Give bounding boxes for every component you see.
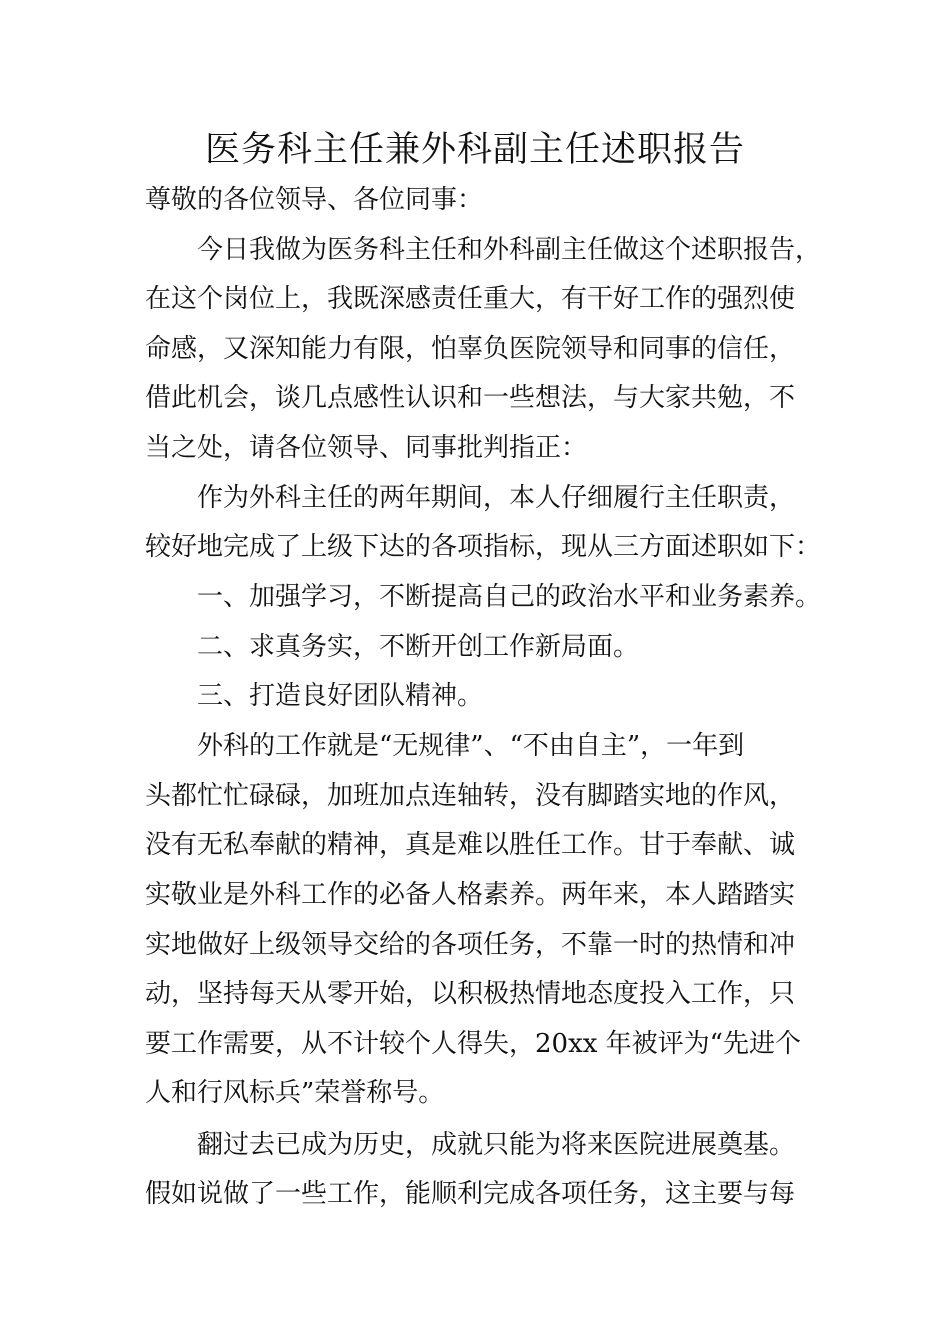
paragraph-4-line-2: 假如说做了一些工作，能顺利完成各项任务，这主要与每 [145, 1179, 796, 1209]
list-item-3: 三、打造良好团队精神。 [197, 681, 484, 711]
paragraph-1-line-3: 命感，又深知能力有限，怕辜负医院领导和同事的信任， [145, 334, 796, 364]
paragraph-3-line-7: 要工作需要，从不计较个人得失，20xx 年被评为“先进个 [145, 1029, 801, 1059]
paragraph-1-line-2: 在这个岗位上，我既深感责任重大，有干好工作的强烈使 [145, 284, 796, 314]
list-item-2: 二、求真务实，不断开创工作新局面。 [197, 632, 640, 662]
paragraph-3-line-3: 没有无私奉献的精神，真是难以胜任工作。甘于奉献、诚 [145, 830, 796, 860]
paragraph-1-line-5: 当之处，请各位领导、同事批判指正： [145, 433, 588, 463]
paragraph-4-line-1: 翻过去已成为历史，成就只能为将来医院进展奠基。 [197, 1130, 796, 1160]
paragraph-3-line-8: 人和行风标兵”荣誉称号。 [145, 1078, 445, 1108]
paragraph-3-line-4: 实敬业是外科工作的必备人格素养。两年来，本人踏踏实 [145, 880, 796, 910]
paragraph-3-line-2: 头都忙忙碌碌，加班加点连轴转，没有脚踏实地的作风， [145, 781, 796, 811]
paragraph-1-line-4: 借此机会，谈几点感性认识和一些想法，与大家共勉，不 [145, 383, 796, 413]
document-title: 医务科主任兼外科副主任述职报告 [204, 130, 745, 170]
paragraph-3-line-6: 动，坚持每天从零开始，以积极热情地态度投入工作，只 [145, 979, 796, 1009]
salutation: 尊敬的各位领导、各位同事： [145, 185, 484, 215]
paragraph-2-line-2: 较好地完成了上级下达的各项指标，现从三方面述职如下： [145, 532, 822, 562]
paragraph-3-line-1: 外科的工作就是“无规律”、“不由自主”，一年到 [197, 731, 745, 761]
list-item-1: 一、加强学习，不断提高自己的政治水平和业务素养。 [197, 582, 822, 612]
paragraph-1-line-1: 今日我做为医务科主任和外科副主任做这个述职报告， [197, 235, 822, 265]
paragraph-2-line-1: 作为外科主任的两年期间，本人仔细履行主任职责， [197, 483, 796, 513]
paragraph-3-line-5: 实地做好上级领导交给的各项任务，不靠一时的热情和冲 [145, 930, 796, 960]
